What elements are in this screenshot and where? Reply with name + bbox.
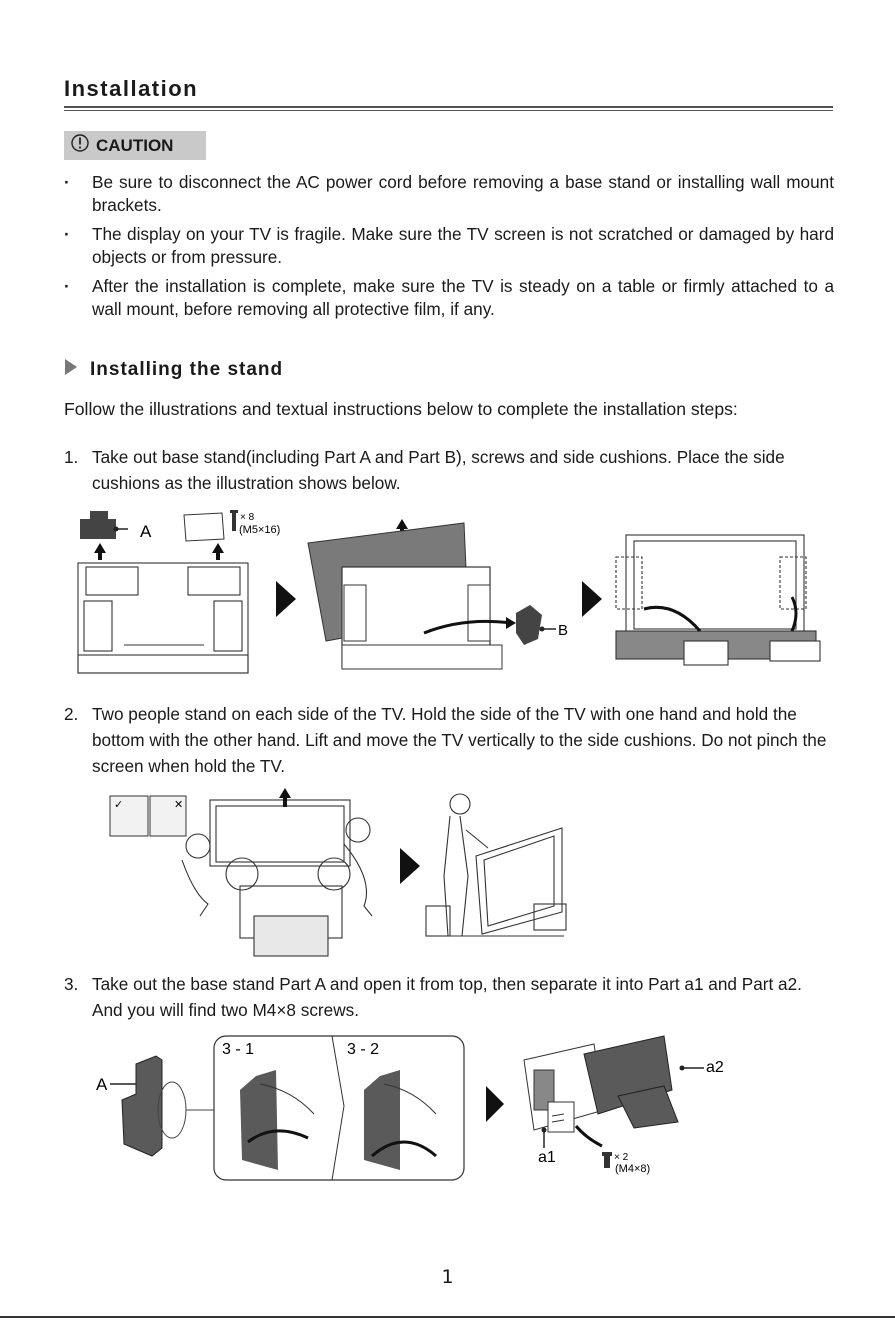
label-a: A <box>140 522 152 541</box>
step-number: 1. <box>64 447 79 467</box>
step-item <box>64 701 834 779</box>
next-arrow-icon <box>276 581 296 617</box>
part-b-icon <box>516 605 556 645</box>
warning-icon <box>64 133 96 158</box>
hand-bad-icon <box>150 796 186 836</box>
step-number: 2. <box>64 704 79 724</box>
part-a-stand <box>110 1056 214 1156</box>
figure-step1 <box>64 505 834 685</box>
bullet-mark: · <box>64 224 70 244</box>
screw-icon <box>230 510 238 531</box>
detail-panel <box>214 1036 464 1180</box>
label-a2: a2 <box>706 1059 724 1076</box>
substep-label: 3 - 1 <box>222 1041 255 1058</box>
tv-with-cushions <box>616 535 820 665</box>
two-people-lifting <box>182 800 372 956</box>
caution-text: After the installation is complete, make sure the TV is steady on a table or firmly attached to a wall mount, before removing all protective film, if any. <box>92 276 834 319</box>
screw-size: (M5×16) <box>239 524 281 536</box>
next-arrow-icon <box>582 581 602 617</box>
part-a-icon <box>80 511 128 539</box>
intro-text: Follow the illustrations and textual instructions below to complete the installation steps: <box>64 399 738 419</box>
packaging-box <box>78 563 248 673</box>
title-rule <box>64 106 833 111</box>
step-item <box>64 971 834 1023</box>
next-arrow-icon <box>400 848 420 884</box>
parts-a1-a2 <box>524 1036 704 1148</box>
cushion-icon <box>184 513 224 541</box>
screw-qty: × 8 <box>240 512 255 523</box>
caution-badge <box>64 131 206 160</box>
triangle-right-icon <box>64 358 90 382</box>
bottom-rule <box>0 1316 895 1318</box>
section-title: Installing the stand <box>90 359 284 380</box>
page-number: 1 <box>441 1266 454 1288</box>
label-a: A <box>96 1075 108 1094</box>
bullet-mark: · <box>64 172 70 192</box>
label-b: B <box>558 622 569 639</box>
bullet-mark: · <box>64 276 70 296</box>
screw-icon <box>602 1152 612 1168</box>
caution-item <box>64 223 834 269</box>
section-heading <box>64 358 283 382</box>
step-text: Two people stand on each side of the TV. Hold the side of the TV with one hand and hold the bottom with the other hand. Lift and move the TV vertically to the side cushions. Do not pinch the screen when hold the TV. <box>92 704 827 776</box>
caution-text: The display on your TV is fragile. Make sure the TV screen is not scratched or damaged by hard objects or from pressure. <box>92 224 834 267</box>
page-title: Installation <box>64 76 199 101</box>
caution-label: CAUTION <box>96 135 174 155</box>
substep-label: 3 - 2 <box>347 1041 380 1058</box>
figure-step2 <box>64 786 834 966</box>
next-arrow-icon <box>486 1086 504 1122</box>
step-number: 3. <box>64 974 79 994</box>
caution-text: Be sure to disconnect the AC power cord before removing a base stand or installing wall mount brackets. <box>92 172 834 215</box>
ok-mark: ✓ <box>114 799 124 811</box>
step-text: Take out base stand(including Part A and Part B), screws and side cushions. Place the side cushions as the illustration shows below. <box>92 447 785 493</box>
screw-qty: × 2 <box>614 1152 629 1163</box>
tv-in-box <box>308 523 516 669</box>
caution-item <box>64 275 834 321</box>
figure-step3 <box>64 1030 834 1190</box>
caution-item <box>64 171 834 217</box>
person-placing-tv <box>426 794 566 936</box>
step-text: Take out the base stand Part A and open it from top, then separate it into Part a1 and Part a2. And you will find two M4×8 screws. <box>92 974 802 1020</box>
label-a1: a1 <box>538 1149 556 1166</box>
screw-size: (M4×8) <box>615 1163 651 1175</box>
hand-ok-icon <box>110 796 148 836</box>
bad-mark: ✕ <box>174 799 184 811</box>
step-item <box>64 444 834 496</box>
